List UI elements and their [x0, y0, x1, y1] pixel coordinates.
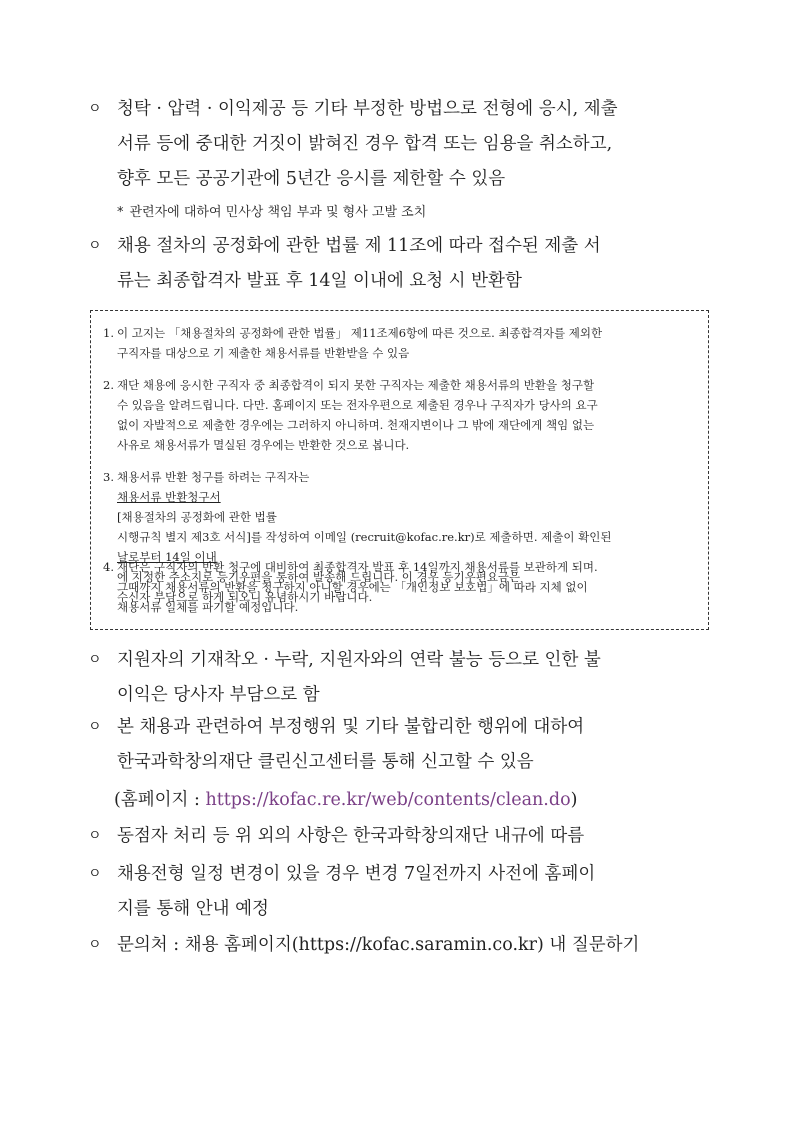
bullet-icon: ㅇ	[88, 719, 102, 735]
paragraph-line: 서류 등에 중대한 거짓이 밝혀진 경우 합격 또는 임용을 취소하고,	[117, 134, 613, 154]
paragraph-line: 류는 최종합격자 발표 후 14일 이내에 요청 시 반환함	[117, 271, 522, 291]
homepage-open: (홈페이지 :	[114, 790, 206, 810]
return-request-form-underlined: 채용서류 반환청구서	[117, 490, 221, 504]
notice-item-1	[103, 323, 695, 363]
paragraph-line: 동점자 처리 등 위 외의 사항은 한국과학창의재단 내규에 따름	[117, 826, 585, 846]
notice-item-2	[103, 375, 695, 455]
notice-item-text	[117, 323, 695, 363]
paragraph-text	[117, 819, 718, 854]
clean-report-link[interactable]: https://kofac.re.kr/web/contents/clean.do	[205, 790, 571, 810]
paragraph-line: 이익은 당사자 부담으로 함	[117, 685, 320, 705]
sub-note-text: 관련자에 대하여 민사상 책임 부과 및 형사 고발 조치	[129, 205, 427, 220]
notice-line	[117, 467, 695, 527]
bullet-icon: ㅇ	[88, 101, 102, 117]
notice-item-number: 1.	[103, 326, 114, 340]
notice-line: 그때까지 채용서류의 반환을 청구하지 아니할 경우에는 「개인정보 보호법」에 따라 지체 없이	[117, 580, 588, 594]
bullet-icon: ㅇ	[88, 937, 102, 953]
paragraph-contact	[88, 928, 718, 963]
bullet-icon: ㅇ	[88, 238, 102, 254]
paragraph-document-return	[88, 229, 718, 299]
notice-item-text	[117, 375, 695, 455]
paragraph-line: 지원자의 기재착오 · 누락, 지원자와의 연락 불능 등으로 인한 불	[117, 650, 601, 670]
notice-box	[90, 310, 709, 630]
notice-text: 채용서류 반환 청구를 하려는 구직자는	[117, 470, 310, 484]
bullet-icon: ㅇ	[88, 652, 102, 668]
notice-item-text	[117, 557, 695, 617]
paragraph-line: 본 채용과 관련하여 부정행위 및 기타 불합리한 행위에 대하여	[117, 717, 585, 737]
paragraph-line: 향후 모든 공공기관에 5년간 응시를 제한할 수 있음	[117, 169, 506, 189]
notice-line: 구직자를 대상으로 기 제출한 채용서류를 반환받을 수 있음	[117, 346, 410, 360]
notice-line: 수 있음을 알려드립니다. 다만. 홈페이지 또는 전자우편으로 제출된 경우나 구직자가 당사의 요구	[117, 398, 598, 412]
deadline-underlined: 날로부터 14일 이내	[117, 550, 217, 564]
homepage-line	[114, 783, 724, 818]
paragraph-line: 문의처 : 채용 홈페이지(https://kofac.saramin.co.kr) 내 질문하기	[117, 935, 640, 955]
paragraph-text	[117, 928, 718, 963]
bullet-icon: ㅇ	[88, 866, 102, 882]
notice-item-4	[103, 557, 695, 617]
paragraph-fraud-disqualification	[88, 92, 718, 197]
notice-line: 채용서류 일체를 파기할 예정입니다.	[117, 600, 299, 614]
homepage-close: )	[570, 790, 578, 810]
notice-text: [채용절차의 공정화에 관한 법률	[117, 510, 277, 524]
notice-line: 재단은 구직자의 반환 청구에 대비하여 최종합격자 발표 후 14일까지 채용서류를 보관하게 되며.	[117, 560, 598, 574]
notice-item-number: 4.	[103, 560, 114, 574]
paragraph-line: 지를 통해 안내 예정	[117, 899, 269, 919]
paragraph-line: 채용전형 일정 변경이 있을 경우 변경 7일전까지 사전에 홈페이	[117, 864, 596, 884]
paragraph-text	[117, 710, 718, 780]
paragraph-line: 청탁 · 압력 · 이익제공 등 기타 부정한 방법으로 전형에 응시, 제출	[117, 99, 618, 119]
paragraph-text	[117, 643, 718, 713]
asterisk-icon: *	[117, 205, 124, 220]
paragraph-schedule-change	[88, 857, 718, 927]
notice-line: 없이 자발적으로 제출한 경우에는 그러하지 아니하며. 천재지변이나 그 밖에 재단에게 책임 없는	[117, 418, 595, 432]
paragraph-clean-report	[88, 710, 718, 780]
notice-text: 에 지정한 주소지로 등기우편을 통하여 발송해 드립니다. 이 경우 등기우편요금은	[117, 570, 521, 584]
notice-line: 사유로 채용서류가 멸실된 경우에는 반환한 것으로 봅니다.	[117, 438, 410, 452]
notice-item-number: 3.	[103, 470, 114, 484]
notice-line: 수신자 부담으로 하게 되오니 유념하시기 바랍니다.	[117, 590, 373, 604]
bullet-icon: ㅇ	[88, 828, 102, 844]
notice-line: 재단 채용에 응시한 구직자 중 최종합격이 되지 못한 구직자는 제출한 채용서류의 반환을 청구할	[117, 378, 595, 392]
notice-line: 이 고지는 「채용절차의 공정화에 관한 법률」 제11조제6항에 따른 것으로. 최종합격자를 제외한	[117, 326, 603, 340]
paragraph-tie-rule	[88, 819, 718, 854]
paragraph-applicant-error	[88, 643, 718, 713]
notice-line: 시행규칙 별지 제3호 서식]를 작성하여 이메일 (recruit@kofac.re.kr)로 제출하면. 제출이 확인된	[117, 530, 612, 544]
paragraph-text	[117, 229, 718, 299]
paragraph-text	[117, 92, 718, 197]
notice-item-number: 2.	[103, 378, 114, 392]
sub-note	[117, 201, 426, 225]
paragraph-text	[117, 857, 718, 927]
paragraph-line: 한국과학창의재단 클린신고센터를 통해 신고할 수 있음	[117, 752, 534, 772]
paragraph-line: 채용 절차의 공정화에 관한 법률 제 11조에 따라 접수된 제출 서	[117, 236, 601, 256]
